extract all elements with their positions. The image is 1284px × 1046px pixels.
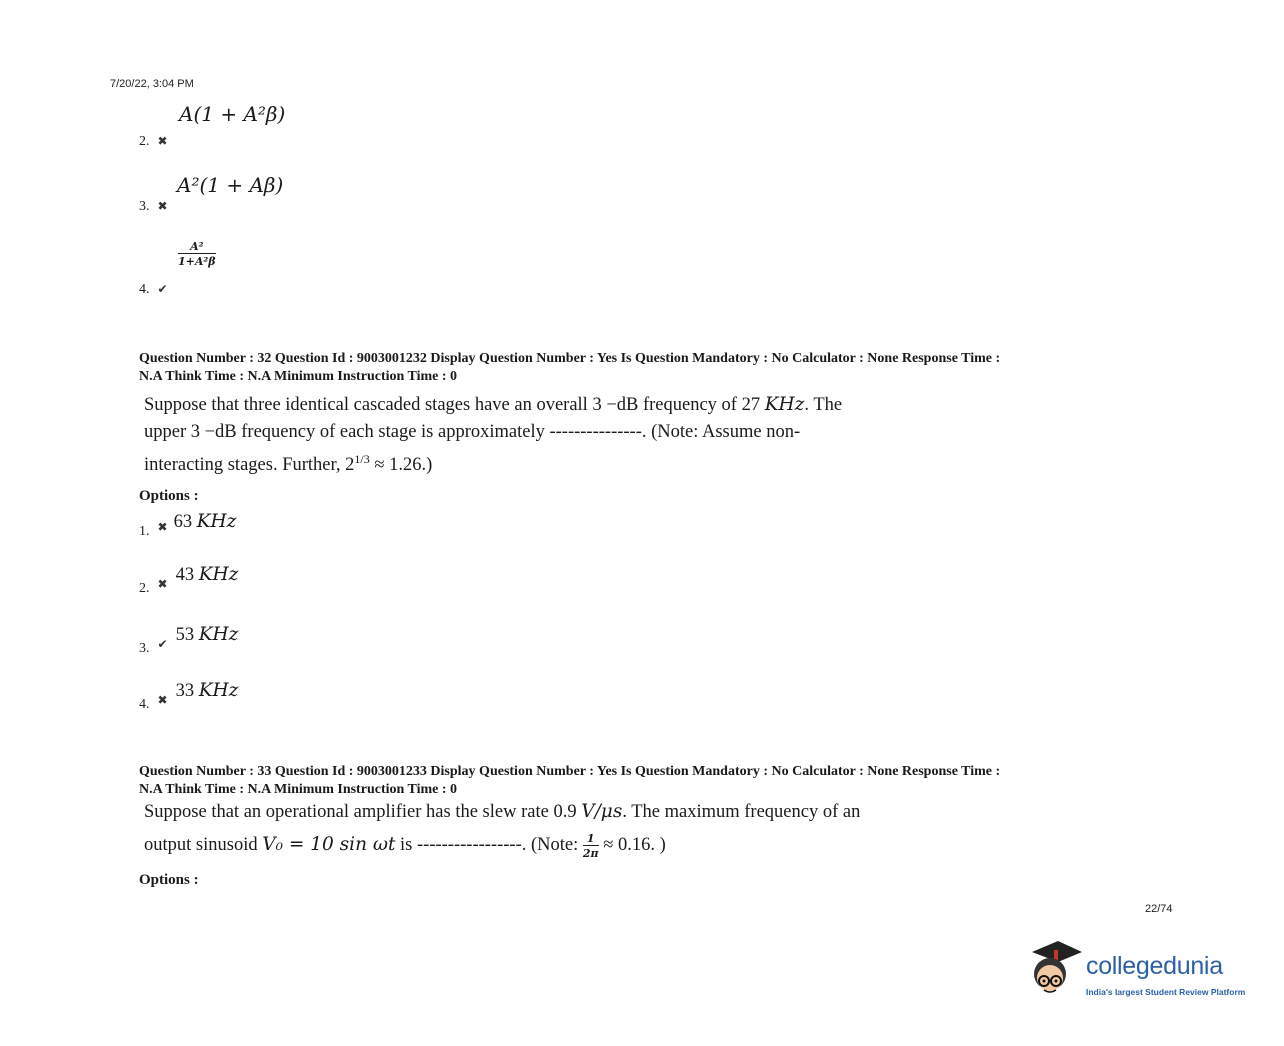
question-line: Suppose that three identical cascaded stages have an overall 3 −dB frequency of 27 KHz. The xyxy=(144,394,843,415)
option-number: 3. xyxy=(139,199,150,214)
prev-option-3-value: A²(1 + Aβ) xyxy=(177,173,284,197)
collegedunia-logo xyxy=(1024,938,1264,1008)
question-line: Suppose that an operational amplifier has the slew rate 0.9 V/μs. The maximum frequency of an xyxy=(144,801,861,822)
q32-option-2 xyxy=(139,564,239,596)
option-number: 2. xyxy=(139,134,150,149)
prev-option-2-value: A(1 + A²β) xyxy=(179,102,286,126)
question-line: interacting stages. Further, $2^{1/3} \approx 1.26$.) xyxy=(144,452,433,476)
question-33-text xyxy=(144,798,954,860)
wrong-mark-icon: ✖ xyxy=(157,577,168,591)
wrong-mark-icon: ✖ xyxy=(157,199,168,213)
option-number: 3. xyxy=(139,641,150,656)
option-number: 2. xyxy=(139,581,150,596)
fraction: $\frac{\text{A²}}{\text{1+A²β}}$ xyxy=(178,240,216,268)
q32-option-4 xyxy=(139,680,239,712)
wrong-mark-icon: ✖ xyxy=(157,693,168,707)
brand-tagline: India's largest Student Review Platform xyxy=(1086,987,1246,997)
option-number: 4. xyxy=(139,282,150,297)
mascot-icon xyxy=(1024,938,1084,1008)
question-line: output sinusoid V₀ = 10 sin ωt is -----------------. (Note: $\frac{1}{2\pi}$ ≈ 0.16. ) xyxy=(144,831,666,860)
q32-option-1 xyxy=(139,511,237,539)
option-number: 4. xyxy=(139,697,150,712)
print-timestamp: 7/20/22, 3:04 PM xyxy=(110,78,194,90)
option-number: 1. xyxy=(139,524,150,539)
option-value: 43 KHz xyxy=(175,564,239,585)
question-line: upper 3 −dB frequency of each stage is approximately ---------------. (Note: Assume non- xyxy=(144,422,801,442)
option-value: 53 KHz xyxy=(175,624,239,645)
question-32-text xyxy=(144,391,954,479)
correct-mark-icon: ✔ xyxy=(157,282,168,296)
fraction: $\frac{1}{2\pi}$ xyxy=(582,831,599,860)
prev-option-4-value xyxy=(178,240,216,268)
page-number: 22/74 xyxy=(1145,903,1173,915)
options-label: Options : xyxy=(139,488,199,504)
prev-option-3 xyxy=(139,197,168,215)
correct-mark-icon: ✔ xyxy=(157,637,168,651)
wrong-mark-icon: ✖ xyxy=(157,520,168,534)
question-32-meta: Question Number : 32 Question Id : 9003001232 Display Question Number : Yes Is Question Mandatory : No Calculator : None Response Time : N.A Think Time : N.A Minimum Instruction Time : 0 xyxy=(139,351,1001,384)
prev-option-2 xyxy=(139,132,168,150)
brand-name: collegedunia xyxy=(1086,952,1223,980)
wrong-mark-icon: ✖ xyxy=(157,134,168,148)
prev-option-4 xyxy=(139,280,168,298)
option-value: 33 KHz xyxy=(175,680,239,701)
options-label: Options : xyxy=(139,872,199,888)
option-value: 63 KHz xyxy=(173,511,237,532)
question-33-meta: Question Number : 33 Question Id : 9003001233 Display Question Number : Yes Is Question Mandatory : No Calculator : None Response Time : N.A Think Time : N.A Minimum Instruction Time : 0 xyxy=(139,764,1001,797)
q32-option-3 xyxy=(139,624,239,656)
